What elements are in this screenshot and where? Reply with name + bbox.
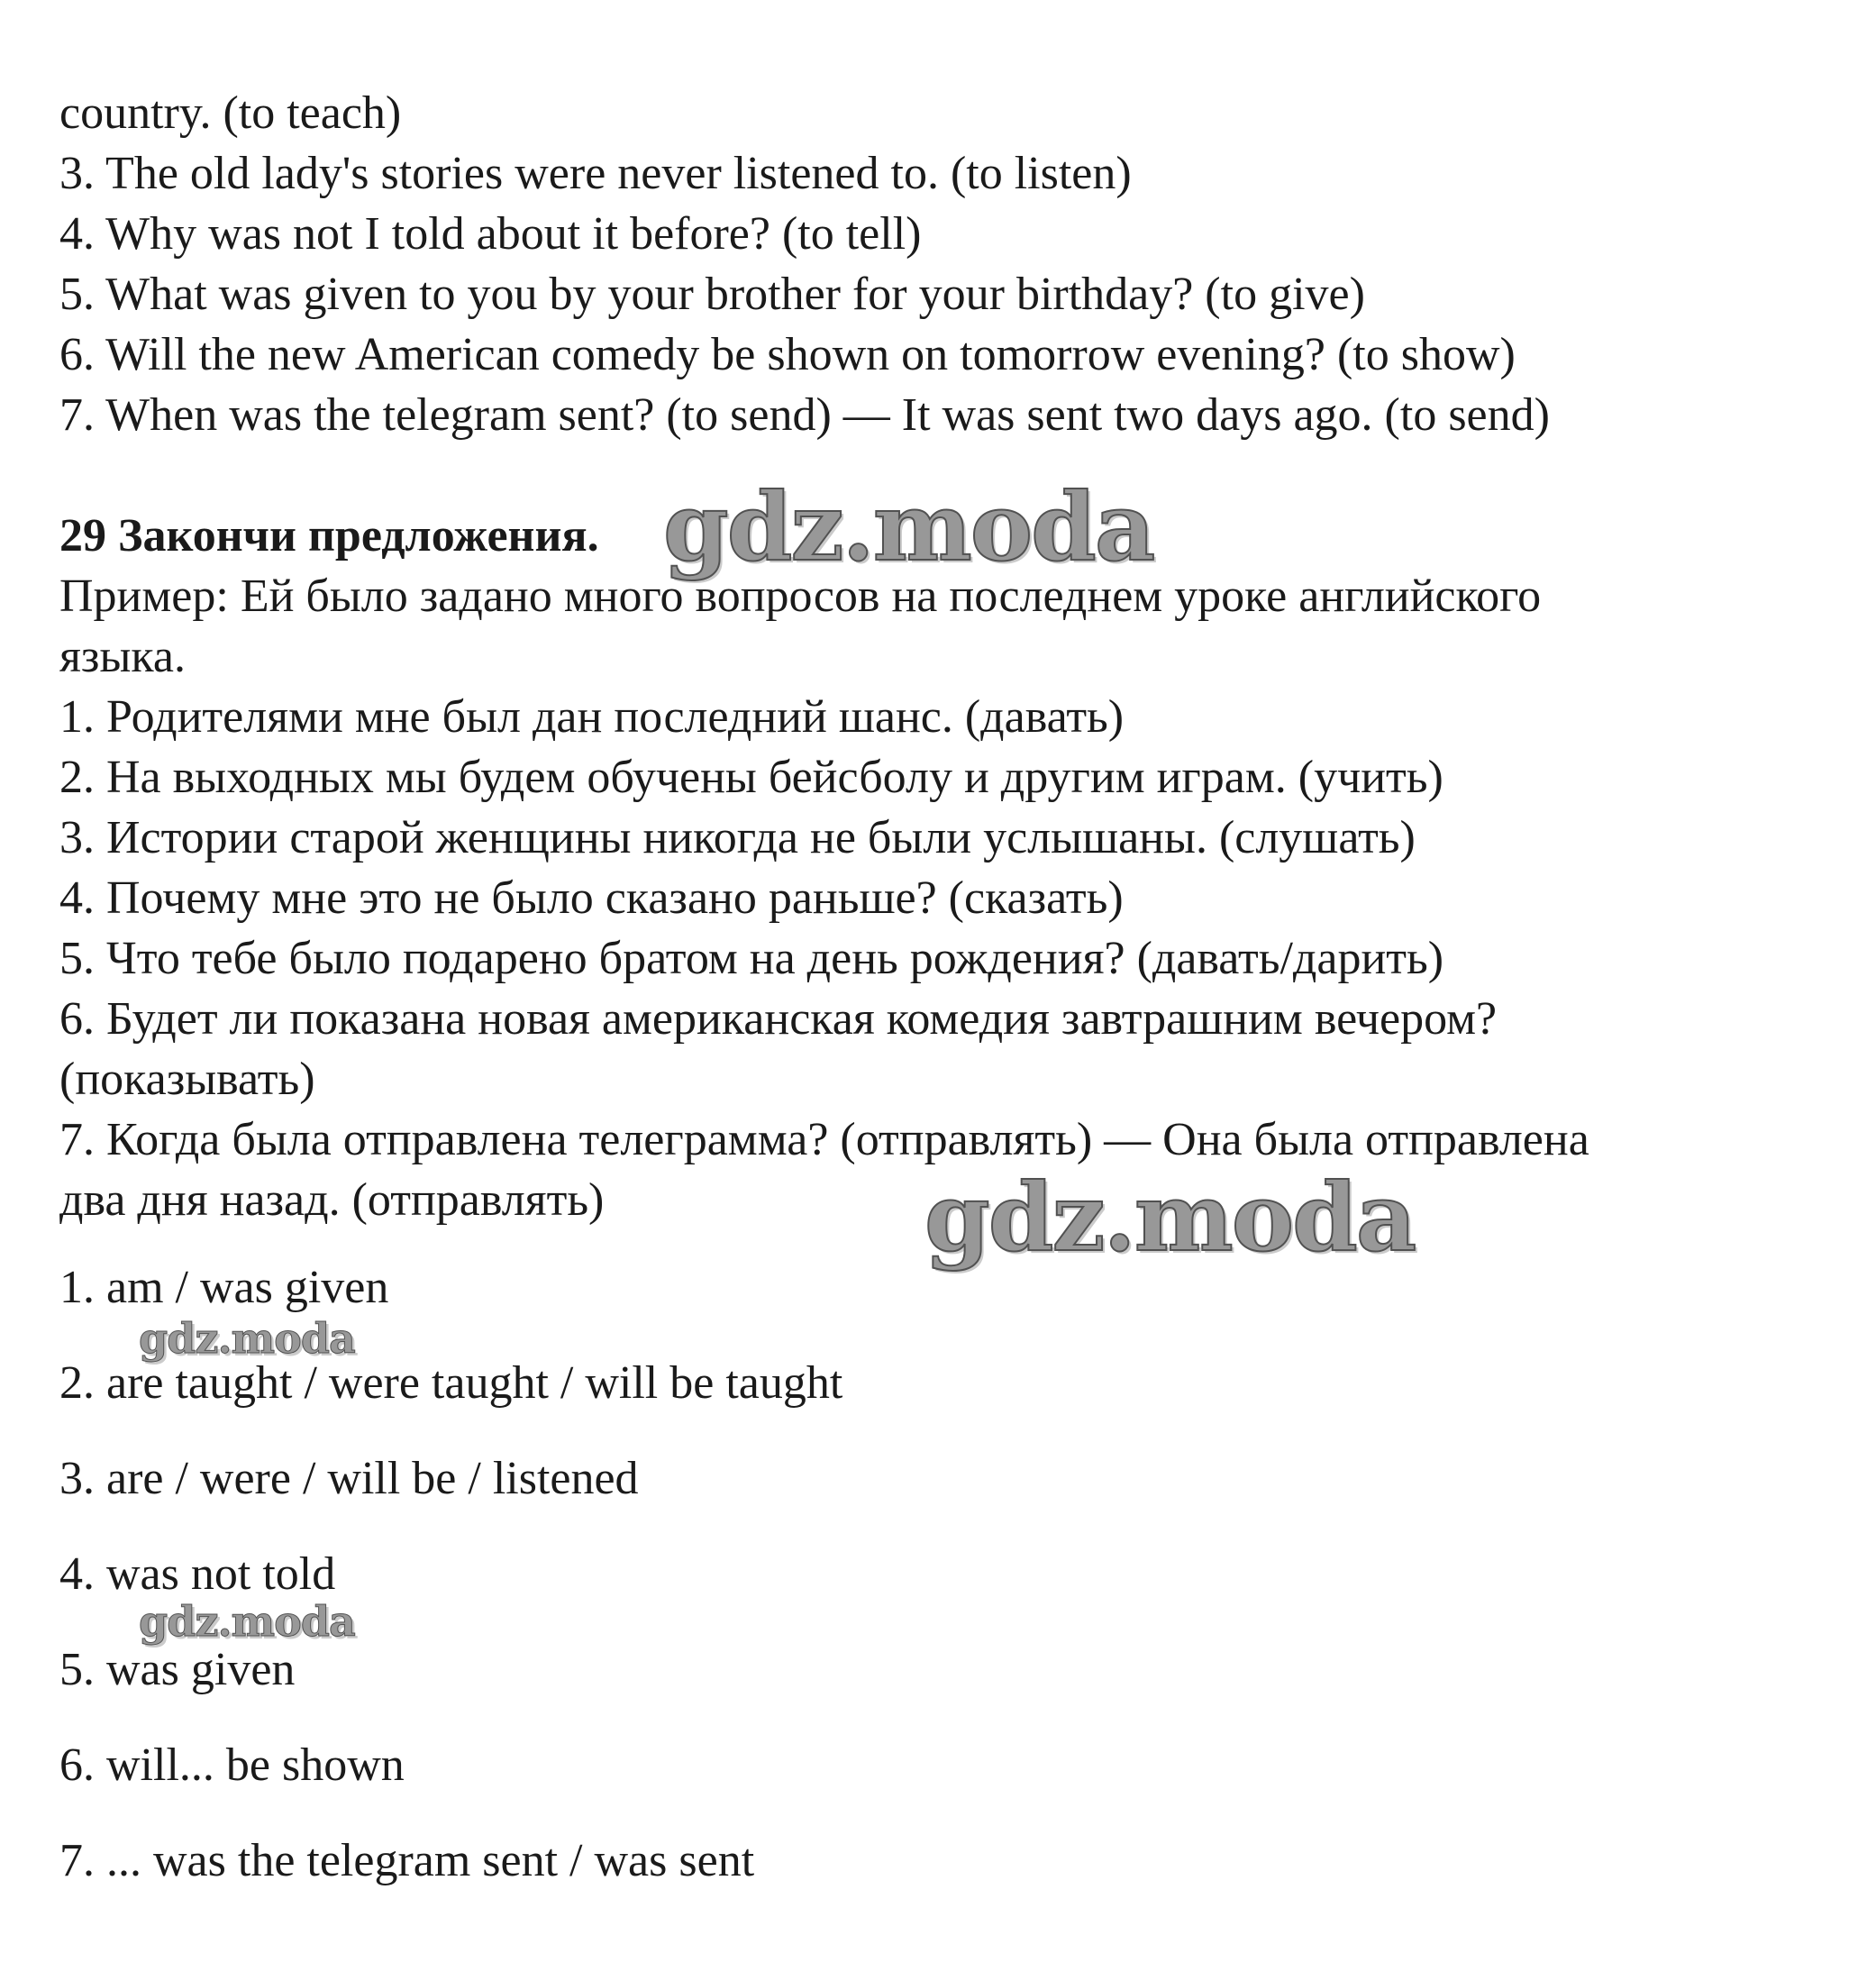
text-line: 4. Почему мне это не было сказано раньше? (сказать) [59,872,1124,924]
text-line: 5. What was given to you by your brother for your birthday? (to give) [59,269,1365,320]
exercise-title: 29 Закончи предложения. [59,510,599,561]
text-line: 6. Will the new American comedy be shown on tomorrow evening? (to show) [59,329,1516,380]
answer-line: 7. ... was the telegram sent / was sent [59,1835,755,1886]
watermark: gdz.moda [139,1597,355,1646]
text-line: 7. Когда была отправлена телеграмма? (отправлять) — Она была отправлена [59,1114,1589,1165]
text-line: языка. [59,631,186,682]
answer-line: 4. was not told [59,1548,336,1600]
answer-line: 1. am / was given [59,1262,389,1313]
text-line: 5. Что тебе было подарено братом на день рождения? (давать/дарить) [59,933,1444,984]
text-line: country. (to teach) [59,87,402,139]
text-line: два дня назад. (отправлять) [59,1174,605,1226]
text-line: 4. Why was not I told about it before? (to tell) [59,208,922,260]
watermark: gdz.moda [139,1314,355,1363]
text-line: Пример: Ей было задано много вопросов на последнем уроке английского [59,571,1542,622]
text-line: 3. Истории старой женщины никогда не были услышаны. (слушать) [59,812,1416,863]
text-line: 6. Будет ли показана новая американская комедия завтрашним вечером? [59,993,1498,1045]
answer-line: 5. was given [59,1644,296,1695]
answer-line: 2. are taught / were taught / will be taught [59,1357,843,1409]
text-line: (показывать) [59,1054,315,1105]
answer-line: 3. are / were / will be / listened [59,1453,639,1504]
answer-line: 6. will... be shown [59,1739,405,1791]
text-line: 1. Родителями мне был дан последний шанс. (давать) [59,691,1125,743]
text-line: 2. На выходных мы будем обучены бейсболу и другим играм. (учить) [59,752,1443,803]
text-line: 3. The old lady's stories were never listened to. (to listen) [59,148,1132,199]
watermark: gdz.moda [924,1162,1416,1273]
text-line: 7. When was the telegram sent? (to send) — It was sent two days ago. (to send) [59,389,1550,441]
watermark: gdz.moda [663,471,1154,582]
